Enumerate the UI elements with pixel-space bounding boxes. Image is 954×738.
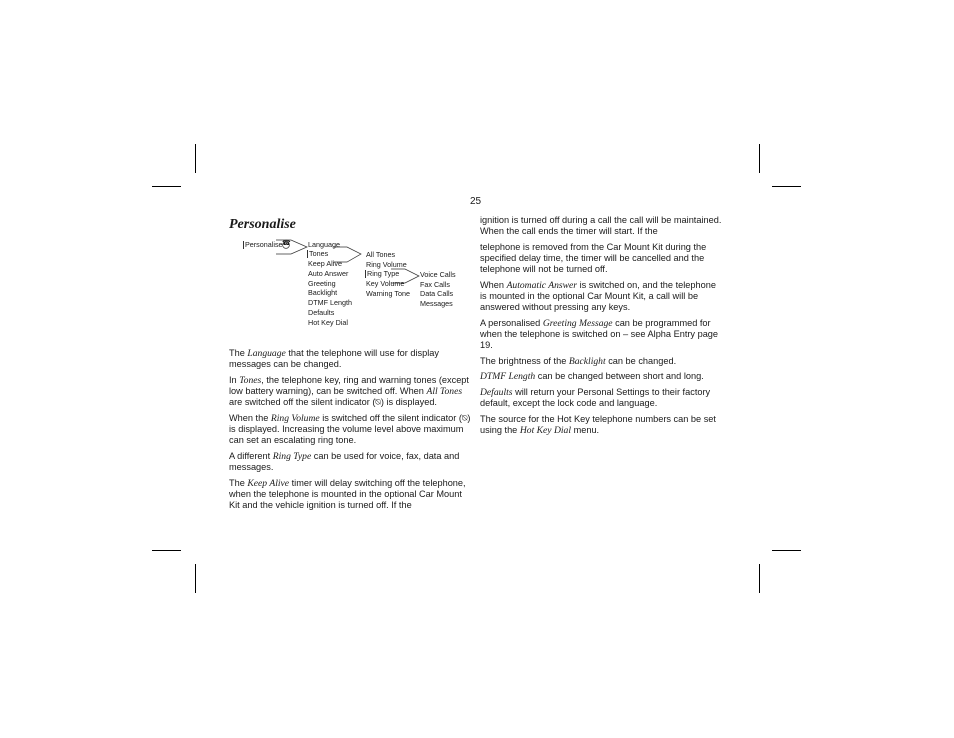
menu-item-auto-answer: Auto Answer <box>308 269 349 278</box>
term-automatic-answer: Automatic Answer <box>506 279 578 291</box>
term-tones: Tones <box>239 374 262 386</box>
text: menu. <box>571 424 600 435</box>
term-language: Language <box>247 348 286 359</box>
menu-item-voice-calls: Voice Calls <box>420 270 456 279</box>
text: The <box>229 477 248 488</box>
text: timer will delay switching off the telephone, when the telephone is mounted in the optional Car Mount Kit and the vehicle ignition is turned off. If the <box>229 477 466 510</box>
term-ring-volume: Ring Volume <box>270 412 320 424</box>
term-keep-alive: Keep Alive <box>247 477 290 489</box>
crop-mark <box>152 550 181 551</box>
text: can be changed. <box>605 355 677 366</box>
page-number: 25 <box>470 196 482 207</box>
paragraph-hot-key <box>480 414 725 436</box>
text: ) is displayed. Increasing the volume level above maximum can set an escalating ring tone. <box>229 412 471 446</box>
paragraph-tones <box>229 375 474 409</box>
menu-item-data-calls: Data Calls <box>420 289 454 298</box>
text: The brightness of the <box>480 355 569 366</box>
right-column <box>480 215 725 441</box>
text: The source for the Hot Key telephone numbers can be set using the <box>480 413 716 435</box>
crop-mark <box>759 144 760 173</box>
crop-mark <box>772 186 801 187</box>
text: is switched on, and the telephone is mounted in the optional Car Mount Kit, a call will be answered without pressing any keys. <box>480 279 716 313</box>
text: can be programmed for when the telephone is switched on – see Alpha Entry page 19. <box>480 317 719 351</box>
menu-item-backlight: Backlight <box>308 288 338 297</box>
menu-tree-diagram <box>229 236 469 336</box>
menu-item-language: Language <box>308 240 340 249</box>
menu-item-dtmf-length: DTMF Length <box>308 298 352 307</box>
menu-item-defaults: Defaults <box>308 308 335 317</box>
term-hot-key-dial: Hot Key Dial <box>519 424 572 436</box>
menu-item-hot-key-dial: Hot Key Dial <box>308 318 348 327</box>
text: is switched off the silent indicator ( <box>319 412 462 423</box>
term-dtmf-length: DTMF Length <box>480 371 536 383</box>
crop-mark <box>759 564 760 593</box>
paragraph-auto-answer <box>480 280 725 314</box>
paragraph-ring-type <box>229 451 474 473</box>
text: A personalised <box>480 317 543 328</box>
menu-item-key-volume: Key Volume <box>366 279 405 288</box>
term-greeting-message: Greeting Message <box>542 317 613 329</box>
menu-item-keep-alive: Keep Alive <box>308 259 342 268</box>
crop-mark <box>195 144 196 173</box>
term-ring-type: Ring Type <box>272 450 312 462</box>
text: that the telephone will use for display messages can be changed. <box>229 348 439 370</box>
phone-icon: ☎ <box>282 240 291 247</box>
text: A different <box>229 450 273 461</box>
term-backlight: Backlight <box>568 355 606 367</box>
paragraph-greeting <box>480 318 725 352</box>
text: can be used for voice, fax, data and messages. <box>229 450 460 472</box>
text: The <box>229 348 248 358</box>
text: In <box>229 374 240 385</box>
paragraph-removed: telephone is removed from the Car Mount Kit during the specified delay time, the timer will be cancelled and the telephone will not be turned off. <box>480 241 707 275</box>
paragraph-ring-volume <box>229 413 474 447</box>
term-defaults: Defaults <box>480 386 513 398</box>
text: are switched off the silent indicator ( <box>229 397 376 408</box>
crop-mark <box>152 186 181 187</box>
text: When the <box>229 412 271 423</box>
menu-root-item: Personalise <box>245 240 283 249</box>
silent-indicator-icon: ⍉ <box>461 412 468 423</box>
menu-item-tones: Tones <box>309 249 329 258</box>
text: ) is displayed. <box>380 397 437 408</box>
page-title: Personalise <box>229 217 296 232</box>
menu-item-ring-volume: Ring Volume <box>366 260 407 269</box>
menu-item-ring-type: Ring Type <box>367 269 400 278</box>
menu-item-warning-tone: Warning Tone <box>366 289 410 298</box>
crop-mark <box>772 550 801 551</box>
paragraph-backlight <box>480 356 725 367</box>
paragraph-dtmf <box>480 371 725 382</box>
text: When <box>480 279 507 290</box>
left-column <box>229 348 474 516</box>
menu-item-fax-calls: Fax Calls <box>420 280 450 289</box>
text: can be changed between short and long. <box>535 371 704 382</box>
text: will return your Personal Settings to their factory default, except the lock code and language. <box>480 386 711 409</box>
paragraph-continued: ignition is turned off during a call the call will be maintained. When the call ends the timer will start. If the <box>480 215 722 237</box>
text: , the telephone key, ring and warning tones (except low battery warning), can be switched off. When <box>229 374 469 396</box>
silent-indicator-icon: ⍉ <box>375 397 381 408</box>
paragraph-defaults <box>480 387 725 409</box>
crop-mark <box>195 564 196 593</box>
paragraph-language <box>229 348 474 370</box>
menu-item-greeting: Greeting <box>308 279 336 288</box>
menu-item-all-tones: All Tones <box>366 250 396 259</box>
term-all-tones: All Tones <box>426 386 463 397</box>
paragraph-keep-alive <box>229 478 474 512</box>
menu-item-messages: Messages <box>420 299 453 308</box>
